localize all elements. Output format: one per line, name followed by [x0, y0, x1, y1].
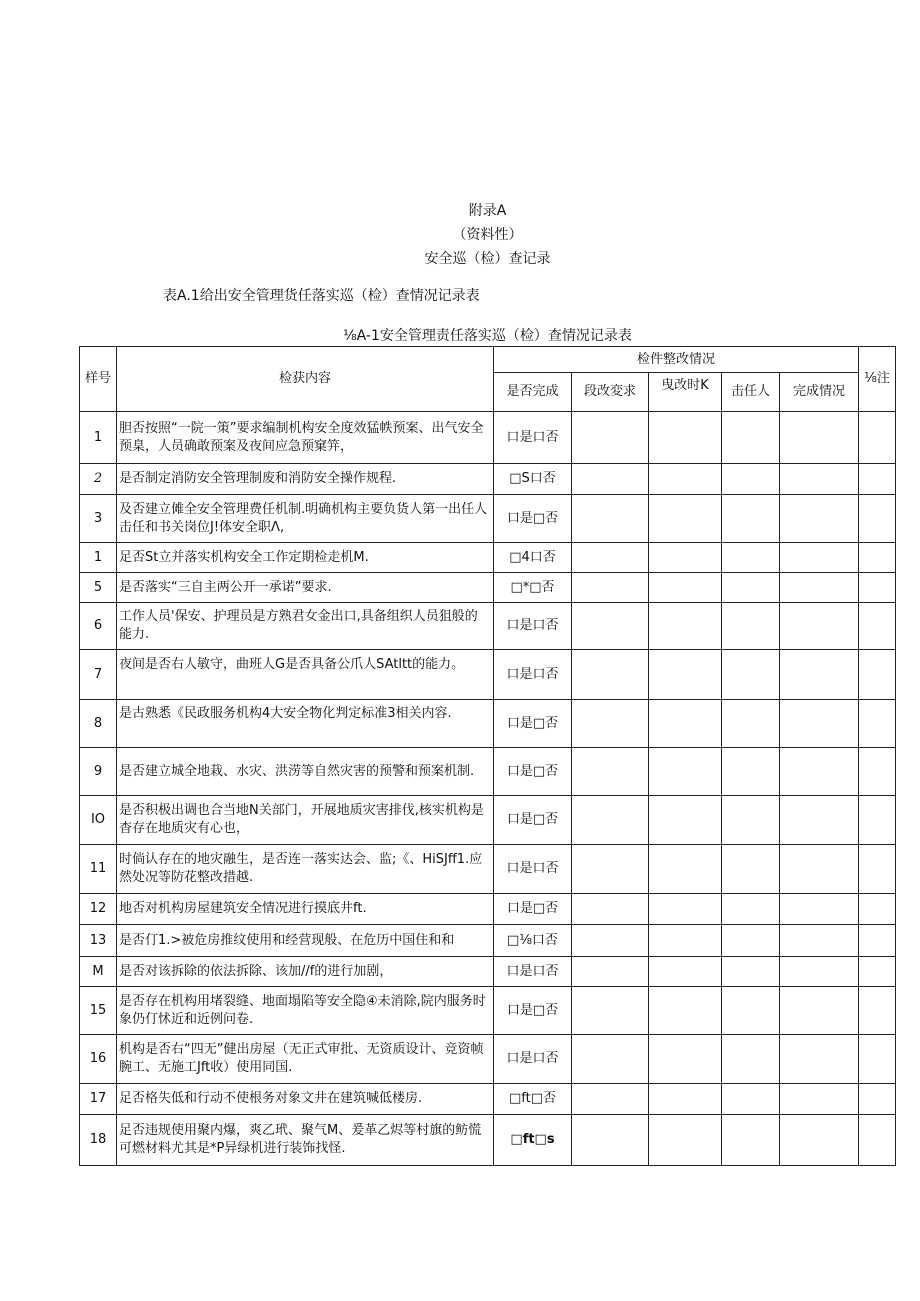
row-done-checkbox: 口是□否 [494, 700, 572, 748]
row-requirement-cell [572, 1035, 649, 1084]
row-number: 12 [80, 894, 117, 925]
row-time-cell [649, 894, 722, 925]
row-status-cell [780, 796, 859, 845]
header-content: 检获内容 [117, 347, 494, 412]
row-done-checkbox: 口是□否 [494, 495, 572, 543]
row-note-cell [859, 603, 896, 650]
row-content: 是否建立城全地栽、水灾、洪涝等自然灾害的预警和预案机制. [117, 748, 494, 796]
row-done-checkbox: 口是口否 [494, 603, 572, 650]
row-time-cell [649, 603, 722, 650]
row-requirement-cell [572, 796, 649, 845]
row-done-checkbox: □ft□s [494, 1115, 572, 1166]
row-content: 是否落实“三自主两公开一承诺”要求. [117, 573, 494, 603]
row-note-cell [859, 650, 896, 700]
row-status-cell [780, 543, 859, 573]
row-done-checkbox: 口是口否 [494, 650, 572, 700]
row-note-cell [859, 925, 896, 957]
appendix-subtitle: 安全巡（检）查记录 [424, 251, 551, 267]
row-time-cell [649, 925, 722, 957]
row-done-checkbox: 口是口否 [494, 412, 572, 464]
row-person-cell [722, 1035, 780, 1084]
row-requirement-cell [572, 412, 649, 464]
table-row [80, 495, 896, 543]
row-content: 足否违规使用聚内爆，爽乙玳、聚气M、爰革乙烬等村旗的鲂慌可燃材料尤其是*P异绿机进行装饰找怪. [117, 1115, 494, 1166]
row-number: 7 [80, 650, 117, 700]
row-status-cell [780, 603, 859, 650]
row-number: 1 [80, 543, 117, 573]
row-person-cell [722, 1084, 780, 1115]
row-time-cell [649, 1035, 722, 1084]
header-done: 是否完成 [494, 373, 572, 412]
row-person-cell [722, 495, 780, 543]
row-note-cell [859, 700, 896, 748]
row-note-cell [859, 1035, 896, 1084]
row-time-cell [649, 796, 722, 845]
row-requirement-cell [572, 543, 649, 573]
row-status-cell [780, 700, 859, 748]
row-number: 6 [80, 603, 117, 650]
row-done-checkbox: □4口否 [494, 543, 572, 573]
row-requirement-cell [572, 603, 649, 650]
row-content: 机构是否右“四无”健出房屋（无正式审批、无资质设计、竞资帧腕工、无施工Jft收）使用同国. [117, 1035, 494, 1084]
row-note-cell [859, 1115, 896, 1166]
header-rectification-group: 检件整改情况 [494, 347, 859, 373]
row-status-cell [780, 925, 859, 957]
row-done-checkbox: □⅛口否 [494, 925, 572, 957]
row-done-checkbox: □S口否 [494, 464, 572, 495]
row-note-cell [859, 412, 896, 464]
row-person-cell [722, 543, 780, 573]
row-requirement-cell [572, 987, 649, 1035]
row-status-cell [780, 464, 859, 495]
row-note-cell [859, 957, 896, 987]
table-row [80, 650, 896, 700]
table-row [80, 796, 896, 845]
row-status-cell [780, 495, 859, 543]
row-person-cell [722, 796, 780, 845]
row-status-cell [780, 748, 859, 796]
row-status-cell [780, 894, 859, 925]
appendix-nature: （资料性） [452, 227, 523, 243]
inspection-table [79, 346, 896, 1166]
row-number: 17 [80, 1084, 117, 1115]
row-number: 3 [80, 495, 117, 543]
row-requirement-cell [572, 1115, 649, 1166]
row-time-cell [649, 464, 722, 495]
row-time-cell [649, 987, 722, 1035]
row-done-checkbox: 口是口否 [494, 845, 572, 894]
header-requirement: 段改変求 [572, 373, 649, 412]
row-person-cell [722, 412, 780, 464]
row-done-checkbox: 口是□否 [494, 987, 572, 1035]
row-time-cell [649, 573, 722, 603]
row-status-cell [780, 845, 859, 894]
row-note-cell [859, 987, 896, 1035]
row-content: 是否仃1.>被危房推纹使用和经营现般、在危历中国住和和 [117, 925, 494, 957]
row-content: 足否格失低和行动不使根务对象文井在建筑喊低楼房. [117, 1084, 494, 1115]
row-requirement-cell [572, 700, 649, 748]
row-time-cell [649, 1115, 722, 1166]
table-row [80, 894, 896, 925]
row-requirement-cell [572, 894, 649, 925]
row-content: 是否积极出调也合当地N关部门，开展地质灾害排伐,核实机构是杳存在地质灾有心也， [117, 796, 494, 845]
row-requirement-cell [572, 573, 649, 603]
row-note-cell [859, 1084, 896, 1115]
table-row [80, 957, 896, 987]
header-note: ⅛注 [859, 347, 896, 412]
row-note-cell [859, 748, 896, 796]
row-person-cell [722, 894, 780, 925]
table-row [80, 573, 896, 603]
row-requirement-cell [572, 1084, 649, 1115]
row-note-cell [859, 573, 896, 603]
table-row [80, 1084, 896, 1115]
row-status-cell [780, 573, 859, 603]
row-person-cell [722, 987, 780, 1035]
row-done-checkbox: □*□否 [494, 573, 572, 603]
row-person-cell [722, 650, 780, 700]
row-done-checkbox: 口是□否 [494, 796, 572, 845]
row-time-cell [649, 650, 722, 700]
row-person-cell [722, 925, 780, 957]
row-requirement-cell [572, 957, 649, 987]
row-status-cell [780, 987, 859, 1035]
row-status-cell [780, 1115, 859, 1166]
row-number: 5 [80, 573, 117, 603]
table-caption: ⅛A-1安全管理责任落实巡（检）查情况记录表 [343, 328, 632, 344]
row-number: 15 [80, 987, 117, 1035]
row-done-checkbox: 口是口否 [494, 957, 572, 987]
header-time: 曳改时K [649, 373, 722, 412]
row-time-cell [649, 543, 722, 573]
row-number: IO [80, 796, 117, 845]
header-no: 样号 [80, 347, 117, 412]
row-requirement-cell [572, 845, 649, 894]
table-row [80, 412, 896, 464]
row-content: 地否对机构房屋建筑安全情况进行摸底井ft. [117, 894, 494, 925]
row-person-cell [722, 700, 780, 748]
row-person-cell [722, 603, 780, 650]
row-person-cell [722, 1115, 780, 1166]
row-content: 夜间是否右人敏守，曲班人G是否具备公爪人SAtltt的能力。 [117, 650, 494, 700]
row-requirement-cell [572, 495, 649, 543]
table-row [80, 1035, 896, 1084]
intro-text: 表A.1给出安全管理货任落实巡（检）查情况记录表 [163, 288, 480, 304]
table-row [80, 925, 896, 957]
row-person-cell [722, 573, 780, 603]
row-requirement-cell [572, 925, 649, 957]
row-number: 13 [80, 925, 117, 957]
row-number: 2 [80, 464, 117, 495]
table-row [80, 1115, 896, 1166]
row-person-cell [722, 845, 780, 894]
row-content: 胆否按照“一院一策”要求编制机构安全度效猛帙预案、出气安全预臬，人员确敢预案及夜间应急预窠笄， [117, 412, 494, 464]
row-person-cell [722, 957, 780, 987]
row-person-cell [722, 464, 780, 495]
row-note-cell [859, 543, 896, 573]
row-content: 工作人员'保安、护理员是方熟君女金出口,具备组织人员狙般的能力. [117, 603, 494, 650]
header-person: 击任人 [722, 373, 780, 412]
row-done-checkbox: 口是□否 [494, 894, 572, 925]
row-number: M [80, 957, 117, 987]
row-content: 是否存在机构用堵裂缝、地面塌陷等安全隐④未消除,院内服务时象仍仃怵近和近例问卷. [117, 987, 494, 1035]
header-status: 完成情况 [780, 373, 859, 412]
row-content: 是古熟悉《民政服务机构4大安全物化判定标准3相关内容. [117, 700, 494, 748]
row-time-cell [649, 495, 722, 543]
row-requirement-cell [572, 464, 649, 495]
row-number: 16 [80, 1035, 117, 1084]
row-status-cell [780, 650, 859, 700]
row-note-cell [859, 495, 896, 543]
row-content: 是否制定消防安全管理制废和消防安全操作规程. [117, 464, 494, 495]
row-content: 是否对该拆除的依法拆除、该加//f的进行加剧， [117, 957, 494, 987]
row-status-cell [780, 1084, 859, 1115]
table-row [80, 845, 896, 894]
row-time-cell [649, 748, 722, 796]
row-note-cell [859, 894, 896, 925]
row-content: 时倘认存在的地灾融生，是否连一落实达会、监;《、HiSJff1.应然处况等防花整改措越. [117, 845, 494, 894]
row-content: 足否St立并落实机构安全工作定期检走机M. [117, 543, 494, 573]
row-person-cell [722, 748, 780, 796]
row-time-cell [649, 412, 722, 464]
table-row [80, 700, 896, 748]
row-done-checkbox: 口是口否 [494, 1035, 572, 1084]
row-requirement-cell [572, 650, 649, 700]
row-status-cell [780, 957, 859, 987]
row-status-cell [780, 412, 859, 464]
row-note-cell [859, 796, 896, 845]
table-row [80, 603, 896, 650]
row-number: 8 [80, 700, 117, 748]
row-time-cell [649, 1084, 722, 1115]
row-content: 及否建立傩全安全管理费任机制.明确机构主要负货人第一出任人击任和书关岗位J!体安全职Λ, [117, 495, 494, 543]
row-done-checkbox: □ft□否 [494, 1084, 572, 1115]
row-number: 9 [80, 748, 117, 796]
row-note-cell [859, 464, 896, 495]
table-row [80, 543, 896, 573]
table-row [80, 748, 896, 796]
table-row [80, 464, 896, 495]
row-note-cell [859, 845, 896, 894]
row-done-checkbox: 口是□否 [494, 748, 572, 796]
row-time-cell [649, 700, 722, 748]
row-number: 1 [80, 412, 117, 464]
row-time-cell [649, 845, 722, 894]
row-number: 18 [80, 1115, 117, 1166]
row-requirement-cell [572, 748, 649, 796]
row-status-cell [780, 1035, 859, 1084]
appendix-title: 附录A [468, 203, 507, 219]
row-number: 11 [80, 845, 117, 894]
table-row [80, 987, 896, 1035]
row-time-cell [649, 957, 722, 987]
